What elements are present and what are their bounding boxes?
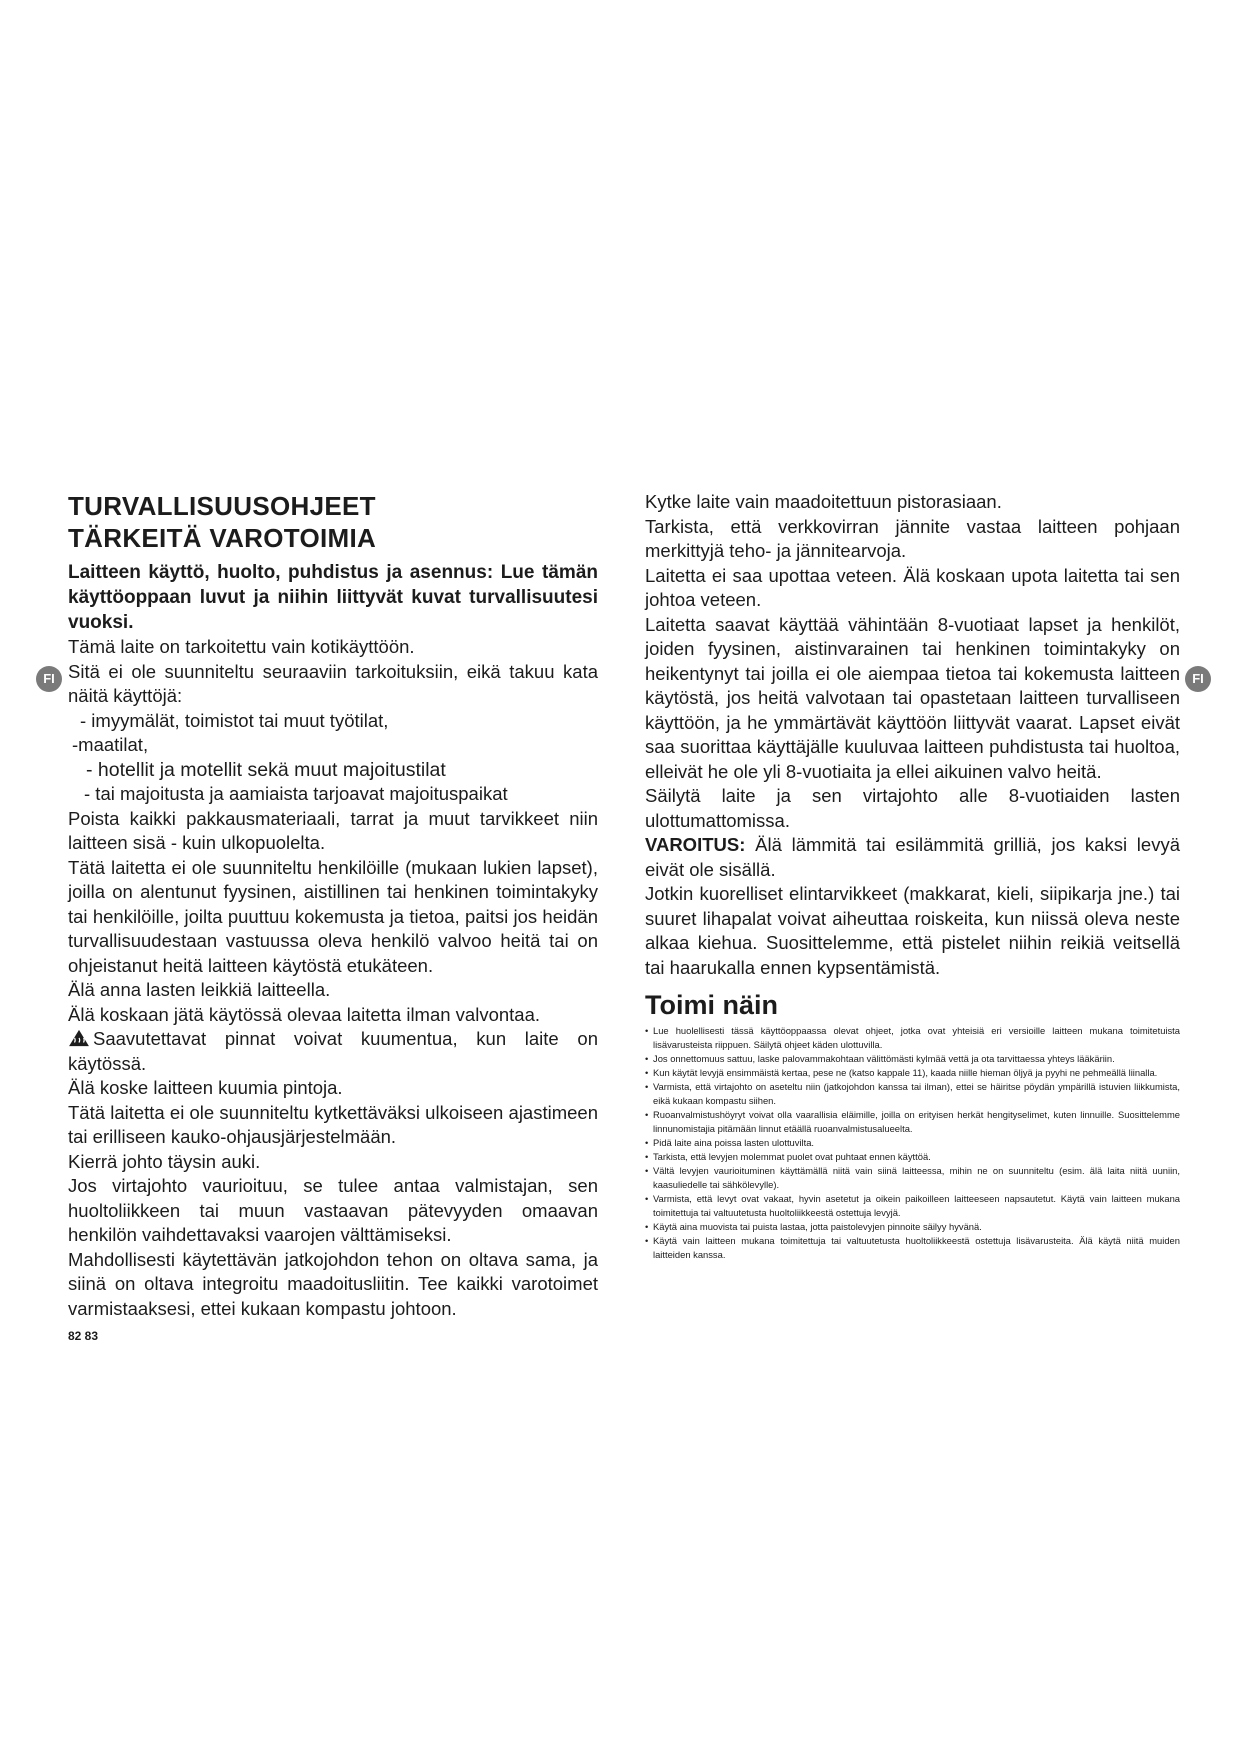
paragraph: Jos virtajohto vaurioituu, se tulee antaa valmistajan, sen huoltoliikkeen tai muun vastaavan pätevyyden omaavan henkilön vaihdettavaksi vaarojen välttämiseksi. bbox=[68, 1175, 598, 1245]
right-column bbox=[645, 490, 1180, 1262]
paragraph: Tarkista, että verkkovirran jännite vastaa laitteen pohjaan merkittyjä teho- ja jännitearvoja. bbox=[645, 515, 1180, 561]
warning-paragraph bbox=[645, 833, 1180, 882]
list-item: -maatilat, bbox=[72, 734, 149, 755]
paragraph: Älä koskaan jätä käytössä olevaa laitetta ilman valvontaa. bbox=[68, 1003, 541, 1025]
paragraph: Laitetta saavat käyttää vähintään 8-vuotiaat lapset ja henkilöt, joiden fyysinen, aistinvarainen tai henkinen toimintakyky on heikentynyt tai joilla ei ole aiempaa tietoa tai kokemusta laitteen käytöstä, jos heitä valvotaan tai opastetaan laitteen turvalliseen käyttöön, ja he ymmärtävät käyttöön liittyvät vaarat. Lapset eivät saa suorittaa käyttäjälle kuuluvaa laitteen puhdistusta tai huoltoa, elleivät he ole yli 8-vuotiaita ja ellei aikuinen valvo heitä. bbox=[645, 613, 1180, 782]
list-item: • Varmista, että virtajohto on aseteltu niin (jatkojohdon kanssa tai ilman), ettei se häiritse pöydän ympärillä istuvien liikkumista, eikä kukaan kompastu siihen. bbox=[645, 1081, 1180, 1106]
safety-heading: TURVALLISUUSOHJEET bbox=[68, 491, 376, 521]
language-badge-left: FI bbox=[36, 666, 62, 692]
warning-triangle-icon bbox=[68, 1029, 90, 1047]
paragraph: Säilytä laite ja sen virtajohto alle 8-vuotiaiden lasten ulottumattomissa. bbox=[645, 785, 1180, 831]
paragraph: Laitetta ei saa upottaa veteen. Älä koskaan upota laitetta tai sen johtoa veteen. bbox=[645, 564, 1180, 610]
page-numbers: 82 83 bbox=[68, 1329, 99, 1343]
paragraph: Poista kaikki pakkausmateriaali, tarrat ja muut tarvikkeet niin laitteen sisä - kuin ulkopuolelta. bbox=[68, 807, 598, 853]
warning-label: VAROITUS: bbox=[645, 834, 746, 855]
paragraph: Kierrä johto täysin auki. bbox=[68, 1150, 261, 1172]
list-item: • Tarkista, että levyjen molemmat puolet ovat puhtaat ennen käyttöä. bbox=[645, 1151, 931, 1162]
list-item: • Kun käytät levyjä ensimmäistä kertaa, pese ne (katso kappale 11), kaada niille hieman öljyä ja pyyhi ne pehmeällä liinalla. bbox=[645, 1067, 1158, 1078]
list-item: • Käytä vain laitteen mukana toimitettuja tai valtuutetusta huoltoliikkeestä ostettuja lisävarusteita. Älä käytä niitä muiden laitteiden kanssa. bbox=[645, 1235, 1180, 1260]
paragraph: Jotkin kuorelliset elintarvikkeet (makkarat, kieli, siipikarja jne.) tai suuret lihapalat voivat aiheuttaa roiskeita, kun niissä oleva neste alkaa kiehua. Suosittelemme, että pistelet niihin reikiä veitsellä tai haarukalla ennen kypsentämistä. bbox=[645, 883, 1180, 978]
left-column bbox=[68, 490, 598, 1343]
list-item: • Jos onnettomuus sattuu, laske palovammakohtaan välittömästi kylmää vettä ja ota tarvittaessa yhteys lääkäriin. bbox=[645, 1053, 1115, 1064]
paragraph: Tämä laite on tarkoitettu vain kotikäyttöön. bbox=[68, 636, 415, 657]
paragraph: Tätä laitetta ei ole suunniteltu henkilöille (mukaan lukien lapset), joilla on alentunut fyysinen, aistillinen tai henkinen toimintakyky tai henkilöille, joilta puuttuu kokemusta ja tietoa, paitsi jos heidän turvallisuudestaan vastuussa oleva henkilö valvoo heitä tai on ohjeistanut heitä laitteen käytöstä etukäteen. bbox=[68, 856, 598, 976]
toimi-heading: Toimi näin bbox=[645, 990, 778, 1020]
instructions-list bbox=[645, 1024, 1180, 1262]
paragraph: Kytke laite vain maadoitettuun pistorasiaan. bbox=[645, 491, 1002, 512]
paragraph: Älä anna lasten leikkiä laitteella. bbox=[68, 979, 331, 1000]
list-item: - tai majoitusta ja aamiaista tarjoavat majoituspaikat bbox=[84, 783, 508, 804]
paragraph: Sitä ei ole suunniteltu seuraaviin tarkoituksiin, eikä takuu kata näitä käyttöjä: bbox=[68, 660, 598, 706]
warning-text: Älä lämmitä tai esilämmitä grilliä, jos kaksi levyä eivät ole sisällä. bbox=[645, 834, 1180, 880]
paragraph: Tätä laitetta ei ole suunniteltu kytkettäväksi ulkoiseen ajastimeen tai erilliseen kauko-ohjausjärjestelmään. bbox=[68, 1101, 598, 1147]
hot-surface-warning bbox=[68, 1027, 598, 1076]
list-item: • Lue huolellisesti tässä käyttöoppaassa olevat ohjeet, jotka ovat yhteisiä eri versioille laitteen mukana toimitetuista lisävarusteista riippuen. Säilytä ohjeet käden ulottuvilla. bbox=[645, 1025, 1180, 1050]
paragraph: Älä koske laitteen kuumia pintoja. bbox=[68, 1077, 343, 1098]
precautions-heading: TÄRKEITÄ VAROTOIMIA bbox=[68, 523, 377, 553]
list-item: • Pidä laite aina poissa lasten ulottuvilta. bbox=[645, 1137, 815, 1148]
list-item: - hotellit ja motellit sekä muut majoitustilat bbox=[86, 758, 446, 781]
list-item: • Käytä aina muovista tai puista lastaa, jotta paistolevyjen pinnoite säilyy hyvänä. bbox=[645, 1221, 982, 1232]
list-item: • Ruoanvalmistushöyryt voivat olla vaarallisia eläimille, joilla on erityisen herkät hengityselimet, kuten linnuille. Suosittelemme linnunomistajia pitämään linnut etäällä ruoanvalmistusalueelta. bbox=[645, 1109, 1180, 1134]
list-item: • Vältä levyjen vaurioituminen käyttämällä niitä vain siinä laitteessa, mihin ne on suunniteltu (esim. älä laita niitä uuniin, kaasuliedelle tai sähkölevylle). bbox=[645, 1165, 1180, 1190]
list-item: - imyymälät, toimistot tai muut työtilat, bbox=[80, 709, 389, 731]
language-badge-right: FI bbox=[1185, 666, 1211, 692]
list-item: • Varmista, että levyt ovat vakaat, hyvin asetetut ja oikein paikoilleen laitteeseen napsautetut. Käytä vain laitteen mukana toimitettuja tai valtuutetusta huoltoliikkeestä ostettuja levyjä. bbox=[645, 1193, 1180, 1218]
warning-text: Saavutettavat pinnat voivat kuumentua, kun laite on käytössä. bbox=[68, 1028, 598, 1074]
intro-paragraph: Laitteen käyttö, huolto, puhdistus ja asennus: Lue tämän käyttöoppaan luvut ja niihin liittyvät kuvat turvallisuutesi vuoksi. bbox=[68, 562, 598, 633]
paragraph: Mahdollisesti käytettävän jatkojohdon tehon on oltava sama, ja siinä on oltava integroitu maadoitusliitin. Tee kaikki varotoimet varmistaaksesi, ettei kukaan kompastu johtoon. bbox=[68, 1248, 598, 1319]
